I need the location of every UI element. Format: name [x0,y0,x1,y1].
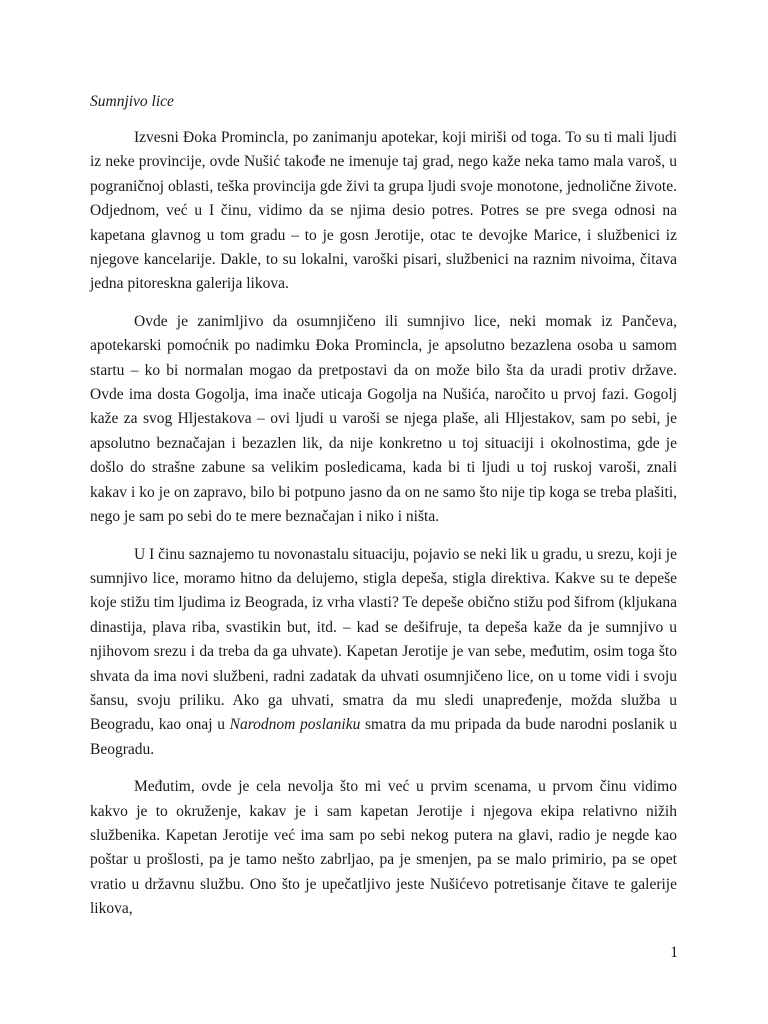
page-number: 1 [670,944,678,961]
document-title: Sumnjivo lice [90,93,174,110]
paragraph-4: Međutim, ovde je cela nevolja što mi već u prvim scenama, u prvom činu vidimo kakvo je to okruženje, kakav je i sam kapetan Jerotije i njegova ekipa relativno nižih službenika. Kapetan Jerotije već ima sam po sebi nekog putera na glavi, radio je negde kao poštar u prošlosti, pa je tamo nešto zabrljao, pa je smenjen, pa se malo primirio, pa se opet vratio u državnu službu. Ono što je upečatljivo jeste Nušićevo potretisanje čitave te galerije likova, [90,778,677,918]
paragraph-3-text-after: smatra da mu pripada da bude narodni poslanik u Beogradu. [90,716,677,758]
document-body [90,126,677,935]
paragraph-3 [90,543,677,763]
paragraph-3-text-before: U I činu saznajemo tu novonastalu situaciju, pojavio se neki lik u gradu, u srezu, koji je sumnjivo lice, moramo hitno da delujemo, stigla depeša, stigla direktiva. Kakve su te depeše koje stižu tim ljudima iz Beograda, iz vrha vlasti? Te depeše obično stižu pod šifrom (kljukana dinastija, plava riba, svastikin but, itd. – kad se dešifruje, ta depeša kaže da je sumnjivo u njihovom srezu i da treba da ga uhvate). Kapetan Jerotije je van sebe, međutim, osim toga što shvata da ima novi službeni, radni zadatak da uhvati osumnjičeno lice, on u tome vidi i svoju šansu, svoju priliku. Ako ga uhvati, smatra da mu sledi unapređenje, možda služba u Beogradu, kao onaj u [90,545,677,734]
paragraph-2: Ovde je zanimljivo da osumnjičeno ili sumnjivo lice, neki momak iz Pančeva, apotekarski pomoćnik po nadimku Đoka Promincla, je apsolutno bezazlena osoba u samom startu – ko bi normalan mogao da pretpostavi da on može bilo šta da uradi protiv države. Ovde ima dosta Gogolja, ima inače uticaja Gogolja na Nušića, naročito u prvoj fazi. Gogolj kaže za svog Hljestakova – ovi ljudi u varoši se njega plaše, ali Hljestakov, sam po sebi, je apsolutno beznačajan i bezazlen lik, da nije konkretno u toj situaciji i okolnostima, gde je došlo do strašne zabune sa velikim posledicama, kada bi ti ljudi u toj ruskoj varoši, znali kakav i ko je on zapravo, bilo bi potpuno jasno da on ne samo što nije tip koga se treba plašiti, nego je sam po sebi do te mere beznačajan i niko i ništa. [90,312,677,526]
italic-work-title: Narodnom poslaniku [229,716,361,734]
paragraph-1: Izvesni Đoka Promincla, po zanimanju apotekar, koji miriši od toga. To su ti mali ljudi iz neke provincije, ovde Nušić takođe ne imenuje taj grad, nego kaže neka tamo mala varoš, u pograničnoj oblasti, teška provincija gde živi ta grupa ljudi svoje monotone, jednolične živote. Odjednom, već u I činu, vidimo da se njima desio potres. Potres se pre svega odnosi na kapetana glavnog u tom gradu – to je gosn Jerotije, otac te devojke Marice, i službenici iz njegove kancelarije. Dakle, to su lokalni, varoški pisari, službenici na raznim nivoima, čitava jedna pitoreskna galerija likova. [90,129,677,293]
